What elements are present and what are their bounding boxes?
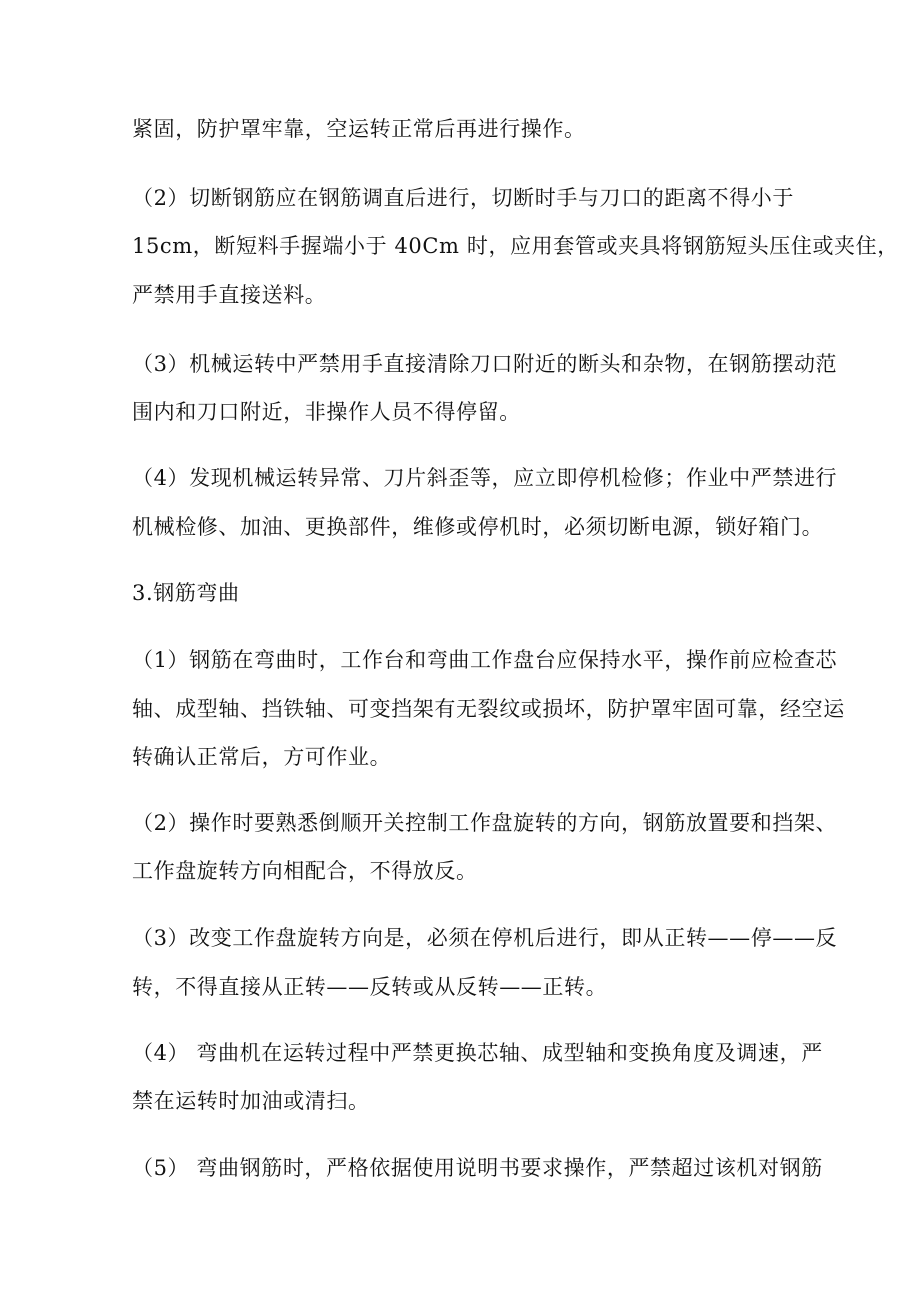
text-line: 转，不得直接从正转——反转或从反转——正转。: [132, 975, 608, 999]
text-line: 禁在运转时加油或清扫。: [132, 1089, 370, 1113]
text-line: 轴、成型轴、挡铁轴、可变挡架有无裂纹或损坏，防护罩牢固可靠，经空运: [132, 697, 845, 721]
text-line: 机械检修、加油、更换部件，维修或停机时，必须切断电源，锁好箱门。: [132, 515, 824, 539]
text-line: （2）切断钢筋应在钢筋调直后进行，切断时手与刀口的距离不得小于: [132, 186, 794, 210]
text-line: 转确认正常后，方可作业。: [132, 745, 392, 769]
text-line: 紧固，防护罩牢靠，空运转正常后再进行操作。: [132, 117, 586, 141]
section-heading: 3.钢筋弯曲: [132, 581, 240, 605]
text-line: （5） 弯曲钢筋时，严格依据使用说明书要求操作，严禁超过该机对钢筋: [132, 1156, 823, 1180]
text-line: （2）操作时要熟悉倒顺开关控制工作盘旋转的方向，钢筋放置要和挡架、: [132, 811, 838, 835]
text-line: （4）发现机械运转异常、刀片斜歪等，应立即停机检修；作业中严禁进行: [132, 466, 838, 490]
text-line: （1）钢筋在弯曲时，工作台和弯曲工作盘台应保持水平，操作前应检查芯: [132, 648, 838, 672]
text-line: 严禁用手直接送料。: [132, 283, 327, 307]
text-line: （3）改变工作盘旋转方向是，必须在停机后进行，即从正转——停——反: [132, 926, 838, 950]
text-line: 工作盘旋转方向相配合，不得放反。: [132, 859, 478, 883]
text-line: （4） 弯曲机在运转过程中严禁更换芯轴、成型轴和变换角度及调速，严: [132, 1041, 823, 1065]
text-line: （3）机械运转中严禁用手直接清除刀口附近的断头和杂物，在钢筋摆动范: [132, 352, 838, 376]
text-line: 围内和刀口附近，非操作人员不得停留。: [132, 400, 521, 424]
text-line: 15cm，断短料手握端小于 40Cm 时，应用套管或夹具将钢筋短头压住或夹住，: [132, 234, 899, 258]
